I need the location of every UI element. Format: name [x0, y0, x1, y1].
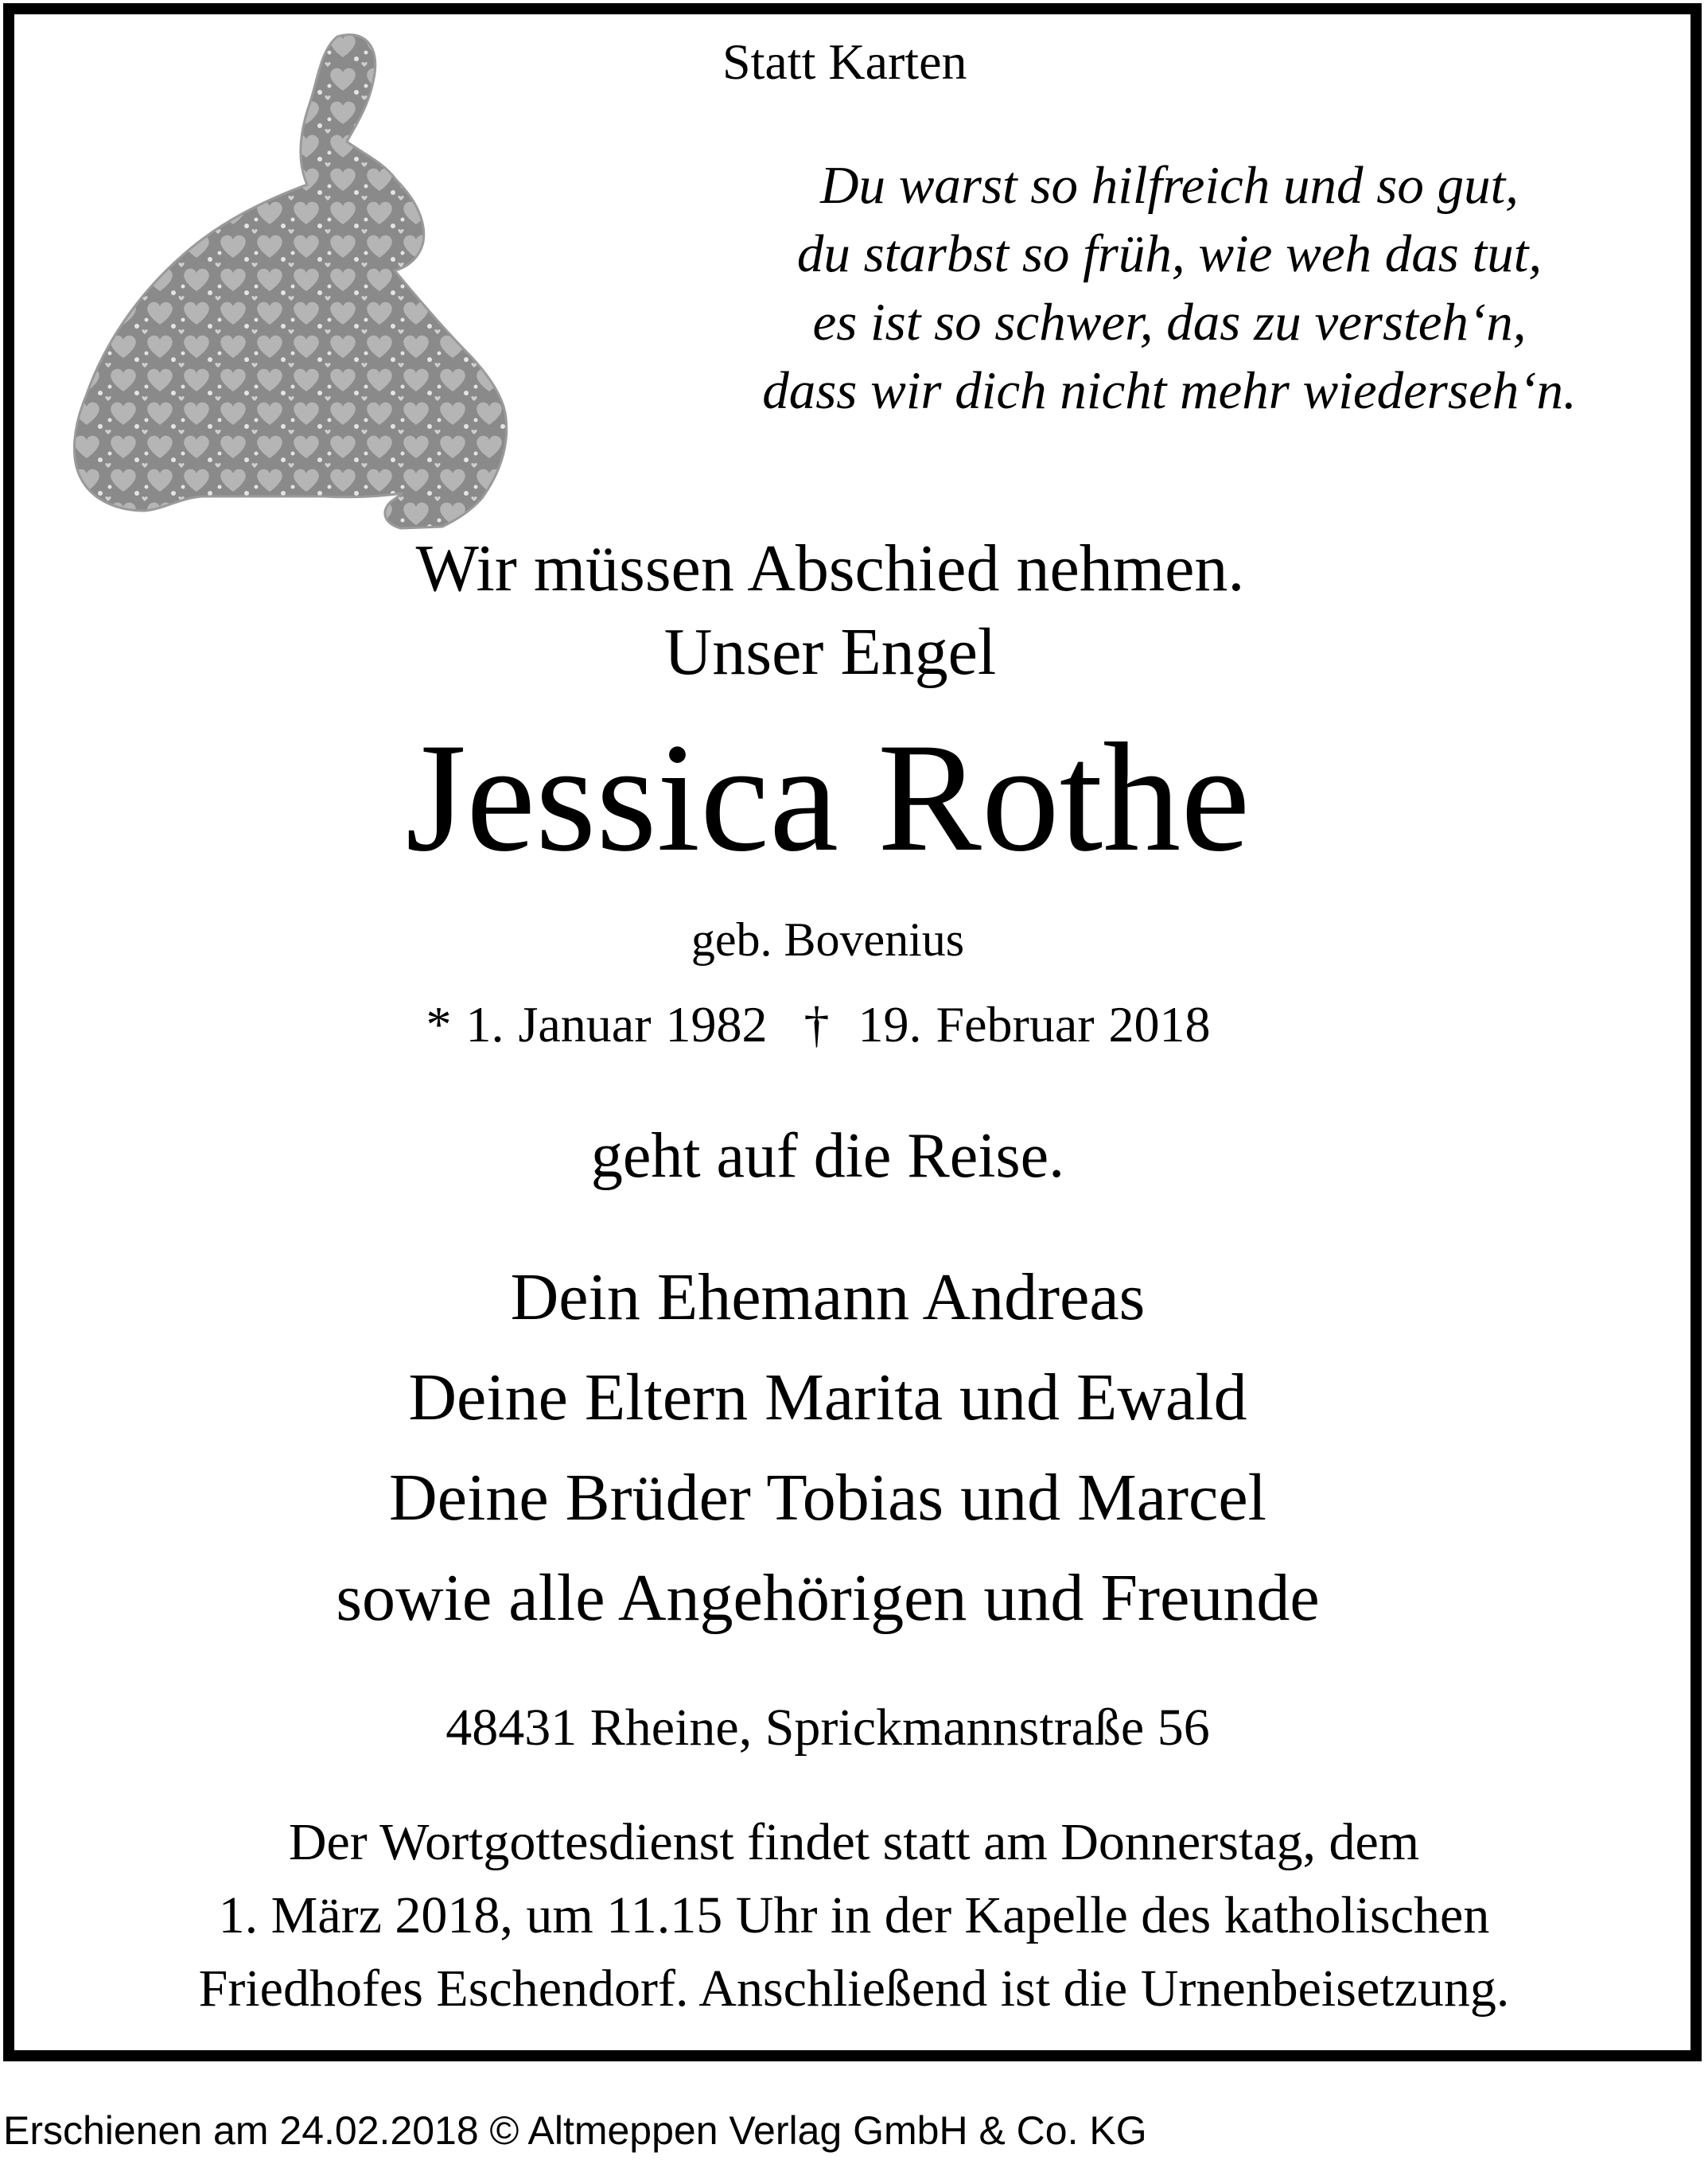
poem-line: du starbst so früh, wie weh das tut, — [796, 224, 1543, 283]
birth-name: geb. Bovenius — [691, 913, 965, 966]
mourner-line: Deine Eltern Marita und Ewald — [408, 1360, 1247, 1434]
poem — [621, 151, 1708, 425]
service-line: 1. März 2018, um 11.15 Uhr in der Kapelle des katholischen — [218, 1886, 1490, 1944]
life-dates — [0, 994, 1708, 1056]
service-line: Friedhofes Eschendorf. Anschließend ist die Urnenbeisetzung. — [198, 1960, 1510, 2018]
mourners-list — [0, 1247, 1708, 1648]
birth-date: * 1. Januar 1982 — [426, 996, 768, 1053]
service-line: Der Wortgottesdienst findet statt am Donnerstag, dem — [288, 1813, 1420, 1871]
mourner-line: sowie alle Angehörigen und Freunde — [336, 1561, 1320, 1635]
deceased-name: Jessica Rothe — [405, 711, 1251, 884]
poem-line: dass wir dich nicht mehr wiederseh‘n. — [762, 361, 1577, 420]
poem-line: es ist so schwer, das zu versteh‘n, — [812, 293, 1527, 352]
service-notice — [0, 1806, 1708, 2026]
address: 48431 Rheine, Sprickmannstraße 56 — [445, 1699, 1210, 1757]
cross-icon: † — [803, 996, 830, 1053]
mourner-line: Deine Brüder Tobias und Marcel — [389, 1461, 1266, 1535]
closing-line: geht auf die Reise. — [590, 1121, 1065, 1191]
death-date: 19. Februar 2018 — [858, 996, 1211, 1053]
poem-line: Du warst so hilfreich und so gut, — [820, 156, 1519, 215]
mourner-line: Dein Ehemann Andreas — [510, 1260, 1146, 1334]
announcement-line: Wir müssen Abschied nehmen. — [415, 531, 1245, 605]
publication-footer: Erschienen am 24.02.2018 © Altmeppen Verlag GmbH & Co. KG — [3, 2108, 1147, 2153]
rabbit-icon — [68, 29, 533, 530]
announcement-subline: Unser Engel — [663, 615, 997, 689]
statt-karten-label: Statt Karten — [722, 33, 967, 90]
